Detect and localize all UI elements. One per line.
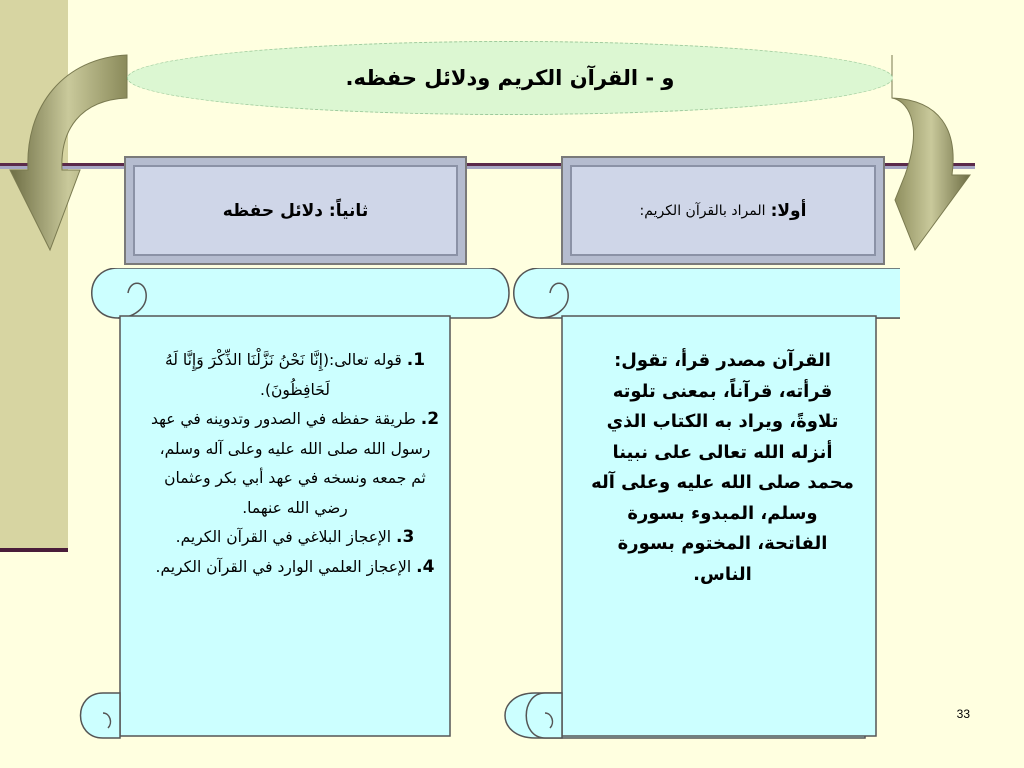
list-item (150, 346, 440, 405)
header-left-label: ثانياً: دلائل حفظه (222, 200, 369, 221)
scroll-left (58, 268, 458, 748)
left-curved-arrow-icon (10, 55, 127, 250)
list-item (150, 405, 440, 523)
right-curved-arrow-icon (892, 55, 970, 250)
list-item-number: 3. (396, 527, 415, 547)
header-box-left (124, 156, 467, 265)
list-item (150, 523, 440, 553)
list-item-text: قوله تعالى:(إِنَّا نَحْنُ نَزَّلْنَا الذِّكْرَ وَإِنَّا لَهُ لَحَافِظُونَ). (164, 351, 402, 399)
list-item (150, 553, 440, 583)
scroll-right-text: القرآن مصدر قرأ، تقول: قرأته، قرآناً، بمعنى تلوته تلاوةً، ويراد به الكتاب الذي أنزله الله تعالى على نبينا محمد صلى الله عليه وعلى آله وسلم، المبدوء بسورة الفاتحة، المختوم بسورة الناس. (591, 350, 854, 585)
header-right-strong: أولا: (770, 200, 807, 221)
list-item-text: الإعجاز البلاغي في القرآن الكريم. (175, 528, 392, 546)
slide-title-text: و - القرآن الكريم ودلائل حفظه. (345, 66, 675, 90)
header-right-label: المراد بالقرآن الكريم: (639, 202, 766, 219)
header-box-right (561, 156, 885, 265)
list-item-number: 1. (406, 350, 426, 370)
list-item-text: الإعجاز العلمي الوارد في القرآن الكريم. (155, 557, 412, 576)
list-item-number: 4. (416, 556, 435, 577)
page-number: 33 (956, 707, 970, 721)
list-item-text: طريقة حفظه في الصدور وتدوينه في عهد رسول الله صلى الله عليه وعلى آله وسلم، ثم جمعه ونسخه في عهد أبي بكر وعثمان رضي الله عنهما. (150, 410, 431, 517)
list-item-number: 2. (420, 409, 440, 429)
scroll-right (500, 268, 900, 748)
scroll-left-list (150, 346, 440, 582)
slide-title (127, 41, 893, 115)
